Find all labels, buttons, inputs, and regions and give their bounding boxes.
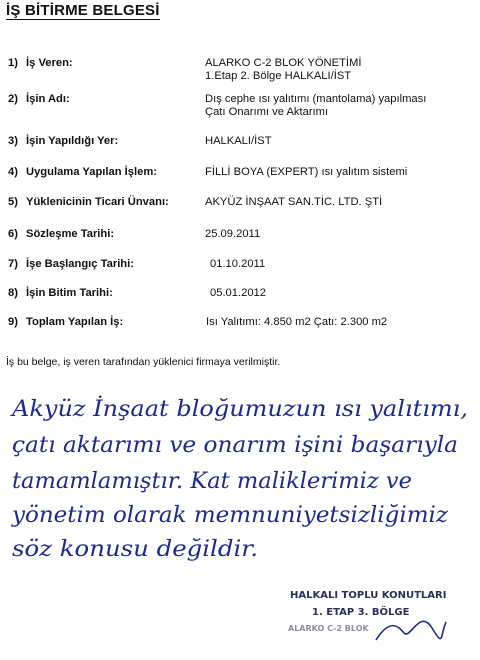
- row-value-line: Isı Yalıtımı: 4.850 m2 Çatı: 2.300 m2: [206, 316, 388, 328]
- row-label: İş Veren:: [26, 57, 73, 69]
- row-value: [205, 196, 382, 209]
- row-label: İşin Bitim Tarihi:: [26, 287, 113, 299]
- row-label: Yüklenicinin Ticari Ünvanı:: [26, 196, 169, 208]
- row-label: Toplam Yapılan İş:: [26, 316, 124, 328]
- stamp-line: 1. ETAP 3. BÖLGE: [312, 607, 410, 618]
- issuance-note: İş bu belge, iş veren tarafından yüklenici firmaya verilmiştir.: [6, 356, 281, 368]
- row-number: 5): [8, 196, 18, 208]
- row-number: 8): [8, 287, 18, 299]
- handwriting-line: Akyüz İnşaat bloğumuzun ısı yalıtımı,: [12, 397, 430, 422]
- handwriting-line: çatı aktarımı ve onarım işini başarıyla: [12, 433, 458, 458]
- row-number: 6): [8, 228, 18, 240]
- row-value: [210, 287, 266, 300]
- handwriting-line: tamamlamıştır. Kat maliklerimiz ve: [12, 469, 413, 494]
- handwritten-statement: [0, 388, 480, 568]
- row-value-line: FİLLİ BOYA (EXPERT) ısı yalıtım sistemi: [205, 166, 408, 178]
- official-stamp: [280, 578, 450, 648]
- stamp-line: ALARKO C-2 BLOK: [288, 624, 369, 633]
- row-value-line: 05.01.2012: [210, 287, 266, 299]
- row-value-line: Dış cephe ısı yalıtımı (mantolama) yapılması: [205, 93, 427, 105]
- row-value-line: Çatı Onarımı ve Aktarımı: [205, 106, 329, 118]
- row-value: [210, 258, 265, 271]
- row-value: [205, 135, 272, 148]
- row-value-line: 25.09.2011: [205, 228, 261, 240]
- row-label: Uygulama Yapılan İşlem:: [26, 166, 157, 178]
- row-value: [205, 228, 260, 241]
- document-title: İŞ BİTİRME BELGESİ: [6, 2, 160, 19]
- handwriting-line: söz konusu değildir.: [12, 537, 258, 562]
- row-value-line: AKYÜZ İNŞAAT SAN.TİC. LTD. ŞTİ: [205, 196, 383, 208]
- row-number: 1): [8, 57, 18, 69]
- row-number: 7): [8, 258, 18, 270]
- row-value: [205, 166, 407, 179]
- row-value-line: 01.10.2011: [210, 258, 266, 270]
- row-label: İşin Adı:: [26, 93, 70, 105]
- row-value-line: HALKALI/İST: [205, 135, 272, 147]
- row-number: 9): [8, 316, 18, 328]
- row-number: 2): [8, 93, 18, 105]
- handwriting-line: yönetim olarak memnuniyetsizliğimiz: [10, 503, 449, 528]
- row-label: İşe Başlangıç Tarihi:: [26, 258, 134, 270]
- row-number: 4): [8, 166, 18, 178]
- row-value: [205, 93, 426, 119]
- row-value: [206, 316, 387, 329]
- row-label: Sözleşme Tarihi:: [26, 228, 115, 240]
- row-value-line: 1.Etap 2. Bölge HALKALI/İST: [205, 70, 352, 82]
- row-label: İşin Yapıldığı Yer:: [26, 135, 119, 147]
- row-number: 3): [8, 135, 18, 147]
- stamp-line: HALKALI TOPLU KONUTLARI: [290, 590, 447, 601]
- signature-mark: [376, 621, 446, 640]
- row-value-line: ALARKO C-2 BLOK YÖNETİMİ: [205, 57, 362, 69]
- row-value: [205, 57, 361, 83]
